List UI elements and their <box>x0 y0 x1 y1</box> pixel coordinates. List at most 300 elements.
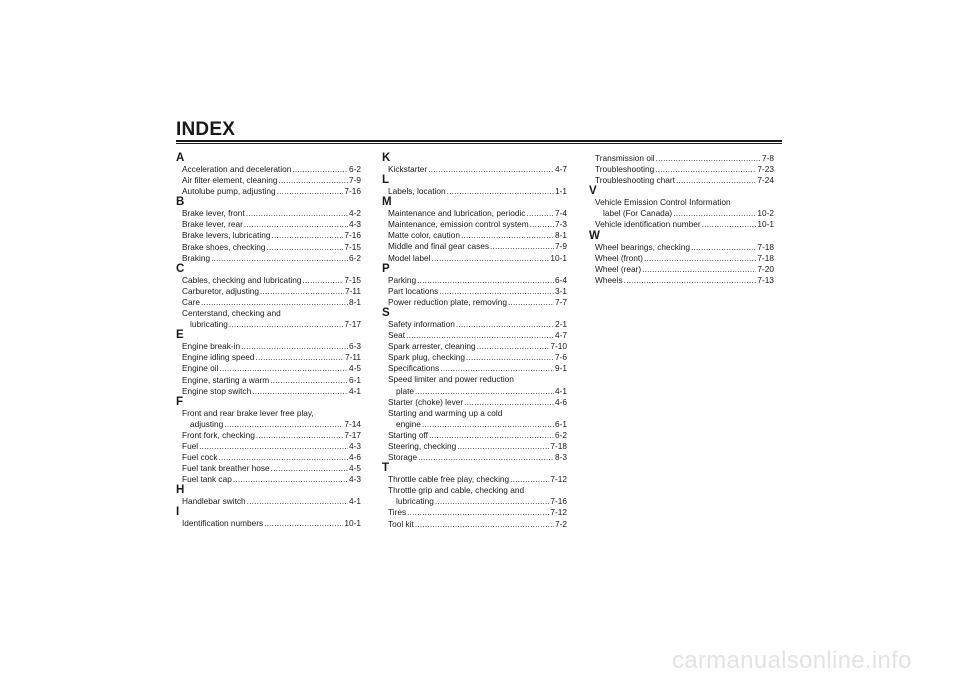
index-entry <box>382 374 567 396</box>
dot-leader <box>271 463 348 474</box>
page-number: 7-15 <box>344 274 361 285</box>
dot-leader <box>211 253 348 264</box>
index-entry-text: Steering, checking <box>388 440 457 451</box>
page-number: 6-2 <box>555 429 567 440</box>
dot-leader <box>407 507 549 518</box>
dot-leader <box>219 452 348 463</box>
index-entry-text: label (For Canada) <box>603 208 673 219</box>
index-entry-line <box>388 441 567 452</box>
index-entry-text: Engine idling speed <box>182 352 255 363</box>
index-entry-text: Fuel tank breather hose <box>182 463 270 474</box>
index-entry-text: Matte color, caution <box>388 230 460 241</box>
index-entry <box>382 253 567 264</box>
index-entry-line <box>388 164 567 175</box>
index-entry <box>382 164 567 175</box>
index-entry-line <box>182 319 361 330</box>
index-entry-text: Troubleshooting chart <box>595 175 675 186</box>
dot-leader <box>447 186 554 197</box>
index-letter-heading: K <box>382 152 391 164</box>
index-entry-text: Throttle cable free play, checking <box>388 474 510 485</box>
index-entry-text: Power reduction plate, removing <box>388 296 507 307</box>
index-entry <box>382 341 567 352</box>
index-entry-text: Centerstand, checking and <box>182 308 281 319</box>
index-entry-line <box>388 352 567 363</box>
index-entry <box>176 375 361 386</box>
index-entry-line <box>388 452 567 463</box>
index-entry-text: Speed limiter and power reduction <box>388 374 514 385</box>
index-entry-text: Starting and warming up a cold <box>388 407 503 418</box>
index-entry <box>176 275 361 286</box>
index-column-3 <box>589 153 774 286</box>
index-entry-text: Front fork, checking <box>182 429 255 440</box>
index-entry-line <box>388 330 567 341</box>
page-number: 7-7 <box>555 296 567 307</box>
index-entry <box>176 230 361 241</box>
index-letter-heading: T <box>382 462 390 475</box>
index-letter-heading: C <box>176 262 185 275</box>
index-entry-line <box>388 419 567 430</box>
page-number: 7-20 <box>757 263 774 274</box>
index-entry-text: Engine break-in <box>182 341 241 352</box>
dot-leader <box>526 208 554 219</box>
index-entry <box>382 441 567 452</box>
page-number: 7-16 <box>550 496 567 507</box>
index-entry <box>176 452 361 463</box>
page-number: 4-1 <box>349 496 361 507</box>
dot-leader <box>219 363 348 374</box>
index-entry <box>589 153 774 164</box>
page-number: 4-7 <box>555 330 567 341</box>
index-entry <box>382 286 567 297</box>
index-entry-text: Wheel bearings, checking <box>595 241 691 252</box>
dot-leader <box>272 230 344 241</box>
page-number: 7-24 <box>757 175 774 186</box>
index-entry <box>382 208 567 219</box>
index-entry <box>176 430 361 441</box>
index-entry-text: engine <box>396 418 421 429</box>
index-entry <box>176 253 361 264</box>
page-number: 4-7 <box>555 164 567 174</box>
page-number: 6-3 <box>349 341 361 352</box>
index-entry-text: Wheel (front) <box>595 252 643 263</box>
index-entry <box>176 164 361 175</box>
index-entry <box>382 241 567 252</box>
index-entry-line <box>595 219 774 230</box>
index-entry <box>176 474 361 485</box>
dot-leader <box>264 518 343 529</box>
page-number: 8-3 <box>555 452 567 463</box>
dot-leader <box>415 386 554 397</box>
index-entry-text: Autolube pump, adjusting <box>182 186 276 197</box>
index-entry-line <box>388 230 567 241</box>
index-entry-line <box>388 253 567 264</box>
index-entry-text: Maintenance and lubrication, periodic <box>388 208 526 219</box>
index-entry-line <box>388 496 567 507</box>
index-entry-line <box>182 164 361 175</box>
index-entry-text: Air filter element, cleaning <box>182 175 278 186</box>
index-letter-heading: H <box>176 484 185 497</box>
index-entry-line <box>182 419 361 430</box>
dot-leader <box>244 219 348 230</box>
page-number: 6-4 <box>555 274 567 285</box>
dot-leader <box>260 286 344 297</box>
index-entry <box>382 519 567 530</box>
dot-leader <box>676 175 756 186</box>
index-entry-line <box>182 474 361 485</box>
dot-leader <box>252 386 348 397</box>
index-entry-text: Part locations <box>388 285 439 296</box>
page-number: 4-3 <box>349 219 361 230</box>
index-entry <box>176 341 361 352</box>
dot-leader <box>702 219 757 230</box>
dot-leader <box>277 186 344 197</box>
index-entry <box>382 352 567 363</box>
index-entry-text: Vehicle Emission Control Information <box>595 197 731 208</box>
index-entry-text: Fuel <box>182 440 199 451</box>
page-number: 7-6 <box>555 352 567 363</box>
index-entry-line <box>388 507 567 518</box>
index-entry <box>589 264 774 275</box>
index-entry-text: lubricating <box>396 496 434 507</box>
index-entry-text: Starter (choke) lever <box>388 396 464 407</box>
index-entry <box>382 363 567 374</box>
index-entry-line <box>595 275 774 286</box>
page-number: 10-1 <box>550 252 567 263</box>
page-number: 7-17 <box>344 319 361 330</box>
index-entry <box>382 485 567 507</box>
dot-leader <box>510 474 549 485</box>
page-number: 7-18 <box>757 241 774 252</box>
index-entry-line <box>182 430 361 441</box>
page-number: 4-3 <box>349 474 361 485</box>
index-entry-line <box>182 452 361 463</box>
index-entry-text: Brake lever, rear <box>182 219 243 230</box>
index-letter-heading: S <box>382 306 390 319</box>
index-entry-line <box>388 219 567 230</box>
index-entry <box>589 175 774 186</box>
index-entry-line <box>182 518 361 529</box>
index-entry-text: Engine stop switch <box>182 385 252 396</box>
index-entry-line <box>182 363 361 374</box>
index-entry-line <box>182 386 361 397</box>
index-entry <box>176 496 361 507</box>
index-entry-text: Engine, starting a warm <box>182 374 270 385</box>
dot-leader <box>691 242 756 253</box>
index-entry-line <box>388 474 567 485</box>
index-entry-line <box>388 397 567 408</box>
page-number: 7-14 <box>344 418 361 429</box>
index-entry-text: Tires <box>388 507 407 518</box>
page-number: 7-9 <box>349 175 361 186</box>
dot-leader <box>201 297 348 308</box>
dot-leader <box>406 330 554 341</box>
index-entry-line <box>388 286 567 297</box>
index-entry <box>382 297 567 308</box>
index-entry <box>589 197 774 219</box>
index-entry-line <box>388 241 567 252</box>
index-entry-line <box>595 264 774 275</box>
index-entry <box>176 441 361 452</box>
index-entry-text: adjusting <box>190 418 224 429</box>
page-number: 7-11 <box>345 285 361 296</box>
index-entry-text: Storage <box>388 452 418 463</box>
page-number: 6-2 <box>349 252 361 263</box>
index-entry <box>176 308 361 330</box>
dot-leader <box>278 175 348 186</box>
page-number: 2-1 <box>555 318 567 329</box>
index-entry-text: Identification numbers <box>182 518 264 529</box>
index-entry-text: Safety information <box>388 318 455 329</box>
dot-leader <box>417 275 554 286</box>
page-number: 9-1 <box>555 363 567 374</box>
index-entry-text: Front and rear brake lever free play, <box>182 407 314 418</box>
index-entry-line <box>388 208 567 219</box>
index-entry <box>589 275 774 286</box>
page-number: 7-2 <box>555 518 567 529</box>
dot-leader <box>428 164 554 175</box>
index-entry <box>176 363 361 374</box>
index-letter-heading: V <box>589 185 597 198</box>
index-entry-text: plate <box>396 385 414 396</box>
dot-leader <box>256 430 344 441</box>
index-entry <box>176 386 361 397</box>
dot-leader <box>233 474 348 485</box>
dot-leader <box>247 496 348 507</box>
index-entry-text: Vehicle identification number <box>595 219 701 230</box>
dot-leader <box>642 264 756 275</box>
page-number: 6-2 <box>349 164 361 174</box>
dot-leader <box>255 352 344 363</box>
dot-leader <box>456 319 554 330</box>
index-entry-line <box>182 375 361 386</box>
index-entry-text: Handlebar switch <box>182 496 246 507</box>
page-number: 10-1 <box>344 518 361 529</box>
page-number: 7-23 <box>757 164 774 175</box>
index-entry-text: Parking <box>388 274 417 285</box>
index-entry-text: Wheels <box>595 274 623 285</box>
index-letter-heading: L <box>382 174 390 187</box>
dot-leader <box>422 419 554 430</box>
index-entry <box>176 208 361 219</box>
dot-leader <box>224 419 343 430</box>
index-entry-line <box>388 430 567 441</box>
page-number: 4-5 <box>349 363 361 374</box>
dot-leader <box>199 441 348 452</box>
dot-leader <box>673 208 756 219</box>
index-entry-line <box>595 242 774 253</box>
index-entry <box>176 463 361 474</box>
dot-leader <box>624 275 757 286</box>
index-entry <box>382 330 567 341</box>
index-entry <box>589 164 774 175</box>
index-entry-text: Braking <box>182 252 211 263</box>
index-entry <box>589 242 774 253</box>
index-entry-line <box>595 208 774 219</box>
dot-leader <box>508 297 554 308</box>
index-column-1 <box>176 153 361 530</box>
dot-leader <box>435 496 550 507</box>
dot-leader <box>266 242 343 253</box>
index-entry <box>176 242 361 253</box>
index-entry-text: Spark arrester, cleaning <box>388 341 476 352</box>
index-entry-text: Wheel (rear) <box>595 263 642 274</box>
page-title: INDEX <box>176 119 236 140</box>
index-entry <box>589 219 774 230</box>
index-letter-heading: B <box>176 196 185 209</box>
page-number: 7-11 <box>345 352 361 363</box>
dot-leader <box>477 341 550 352</box>
dot-leader <box>439 286 554 297</box>
index-entry-line <box>388 186 567 197</box>
page-number: 4-3 <box>349 440 361 451</box>
index-entry <box>382 430 567 441</box>
page-number: 6-1 <box>555 418 567 429</box>
index-entry-text: Seat <box>388 330 406 341</box>
index-entry-line <box>388 319 567 330</box>
index-entry-line <box>182 352 361 363</box>
index-entry-line <box>182 496 361 507</box>
index-entry-line <box>182 341 361 352</box>
page-number: 4-1 <box>349 385 361 396</box>
index-entry-line <box>182 186 361 197</box>
dot-leader <box>302 275 343 286</box>
index-entry-text: Middle and final gear cases <box>388 241 490 252</box>
dot-leader <box>440 363 554 374</box>
dot-leader <box>466 352 554 363</box>
index-entry <box>176 186 361 197</box>
index-letter-heading: F <box>176 395 184 408</box>
index-entry <box>589 253 774 264</box>
dot-leader <box>644 253 756 264</box>
dot-leader <box>656 153 761 164</box>
index-entry-line <box>182 208 361 219</box>
index-entry <box>382 319 567 330</box>
index-entry-line <box>388 297 567 308</box>
index-letter-heading: M <box>382 196 392 209</box>
page-number: 7-10 <box>550 341 567 352</box>
index-entry-line <box>595 253 774 264</box>
index-entry <box>176 408 361 430</box>
index-letter-heading: P <box>382 262 390 275</box>
dot-leader <box>418 452 554 463</box>
page-number: 7-18 <box>550 440 567 451</box>
index-entry-line <box>182 219 361 230</box>
page-number: 6-1 <box>349 374 361 385</box>
index-entry-text: Care <box>182 296 200 307</box>
index-entry-text: Brake shoes, checking <box>182 241 266 252</box>
page-number: 7-16 <box>344 186 361 197</box>
dot-leader <box>461 230 554 241</box>
index-entry-text: Throttle grip and cable, checking and <box>388 485 525 496</box>
index-entry-line <box>388 363 567 374</box>
index-entry-text: Fuel cock <box>182 452 218 463</box>
index-entry-text: Cables, checking and lubricating <box>182 274 302 285</box>
page-number: 7-8 <box>762 153 774 163</box>
index-entry <box>176 286 361 297</box>
index-entry-line <box>388 341 567 352</box>
index-entry <box>176 175 361 186</box>
index-letter-heading: E <box>176 329 184 342</box>
index-entry-text: Maintenance, emission control system <box>388 219 529 230</box>
index-column-2 <box>382 153 567 530</box>
page-number: 7-12 <box>550 507 567 518</box>
page-number: 7-17 <box>344 429 361 440</box>
dot-leader <box>292 164 348 175</box>
index-entry-line <box>182 175 361 186</box>
page-number: 7-9 <box>555 241 567 252</box>
index-letter-heading: A <box>176 152 185 164</box>
dot-leader <box>457 441 549 452</box>
dot-leader <box>229 319 344 330</box>
index-entry <box>382 507 567 518</box>
index-entry <box>382 275 567 286</box>
page-number: 10-2 <box>757 208 774 219</box>
dot-leader <box>246 208 348 219</box>
page-number: 4-2 <box>349 208 361 219</box>
dot-leader <box>429 430 554 441</box>
page-number: 7-12 <box>550 474 567 485</box>
dot-leader <box>270 375 348 386</box>
index-entry <box>176 352 361 363</box>
index-entry <box>382 219 567 230</box>
index-entry-text: Acceleration and deceleration <box>182 164 292 174</box>
index-entry <box>382 474 567 485</box>
index-entry-line <box>182 286 361 297</box>
index-entry-line <box>182 253 361 264</box>
index-entry-line <box>182 441 361 452</box>
index-entry-text: Transmission oil <box>595 153 655 163</box>
dot-leader <box>655 164 756 175</box>
index-entry-line <box>182 275 361 286</box>
index-entry-text: Kickstarter <box>388 164 428 174</box>
dot-leader <box>530 219 554 230</box>
index-letter-heading: I <box>176 506 180 519</box>
page-number: 4-1 <box>555 385 567 396</box>
index-entry-line <box>595 153 774 164</box>
watermark: carmanualsonline.info <box>672 647 912 674</box>
index-entry-line <box>595 175 774 186</box>
page-number: 4-5 <box>349 463 361 474</box>
page-number: 7-16 <box>344 230 361 241</box>
index-entry-line <box>182 242 361 253</box>
page-number: 7-3 <box>555 219 567 230</box>
dot-leader <box>490 241 554 252</box>
index-entry-text: Tool kit <box>388 518 414 529</box>
index-entry-text: Specifications <box>388 363 440 374</box>
dot-leader <box>464 397 554 408</box>
index-entry <box>382 230 567 241</box>
index-letter-heading: W <box>589 229 600 242</box>
index-entry-line <box>388 386 567 397</box>
index-entry-text: Troubleshooting <box>595 164 655 175</box>
index-entry-line <box>388 519 567 530</box>
index-entry-text: Carburetor, adjusting <box>182 285 260 296</box>
page-number: 4-6 <box>555 396 567 407</box>
index-entry-text: Fuel tank cap <box>182 474 232 485</box>
index-entry-text: Starting off <box>388 429 428 440</box>
dot-leader <box>241 341 348 352</box>
page-number: 7-13 <box>757 274 774 285</box>
index-entry <box>176 518 361 529</box>
page-number: 7-15 <box>344 241 361 252</box>
index-entry-line <box>182 463 361 474</box>
dot-leader <box>431 253 549 264</box>
page-number: 7-4 <box>555 208 567 219</box>
index-entry-text: lubricating <box>190 319 228 330</box>
page-number: 8-1 <box>555 230 567 241</box>
index-entry-text: Model label <box>388 252 431 263</box>
index-entry-line <box>182 297 361 308</box>
